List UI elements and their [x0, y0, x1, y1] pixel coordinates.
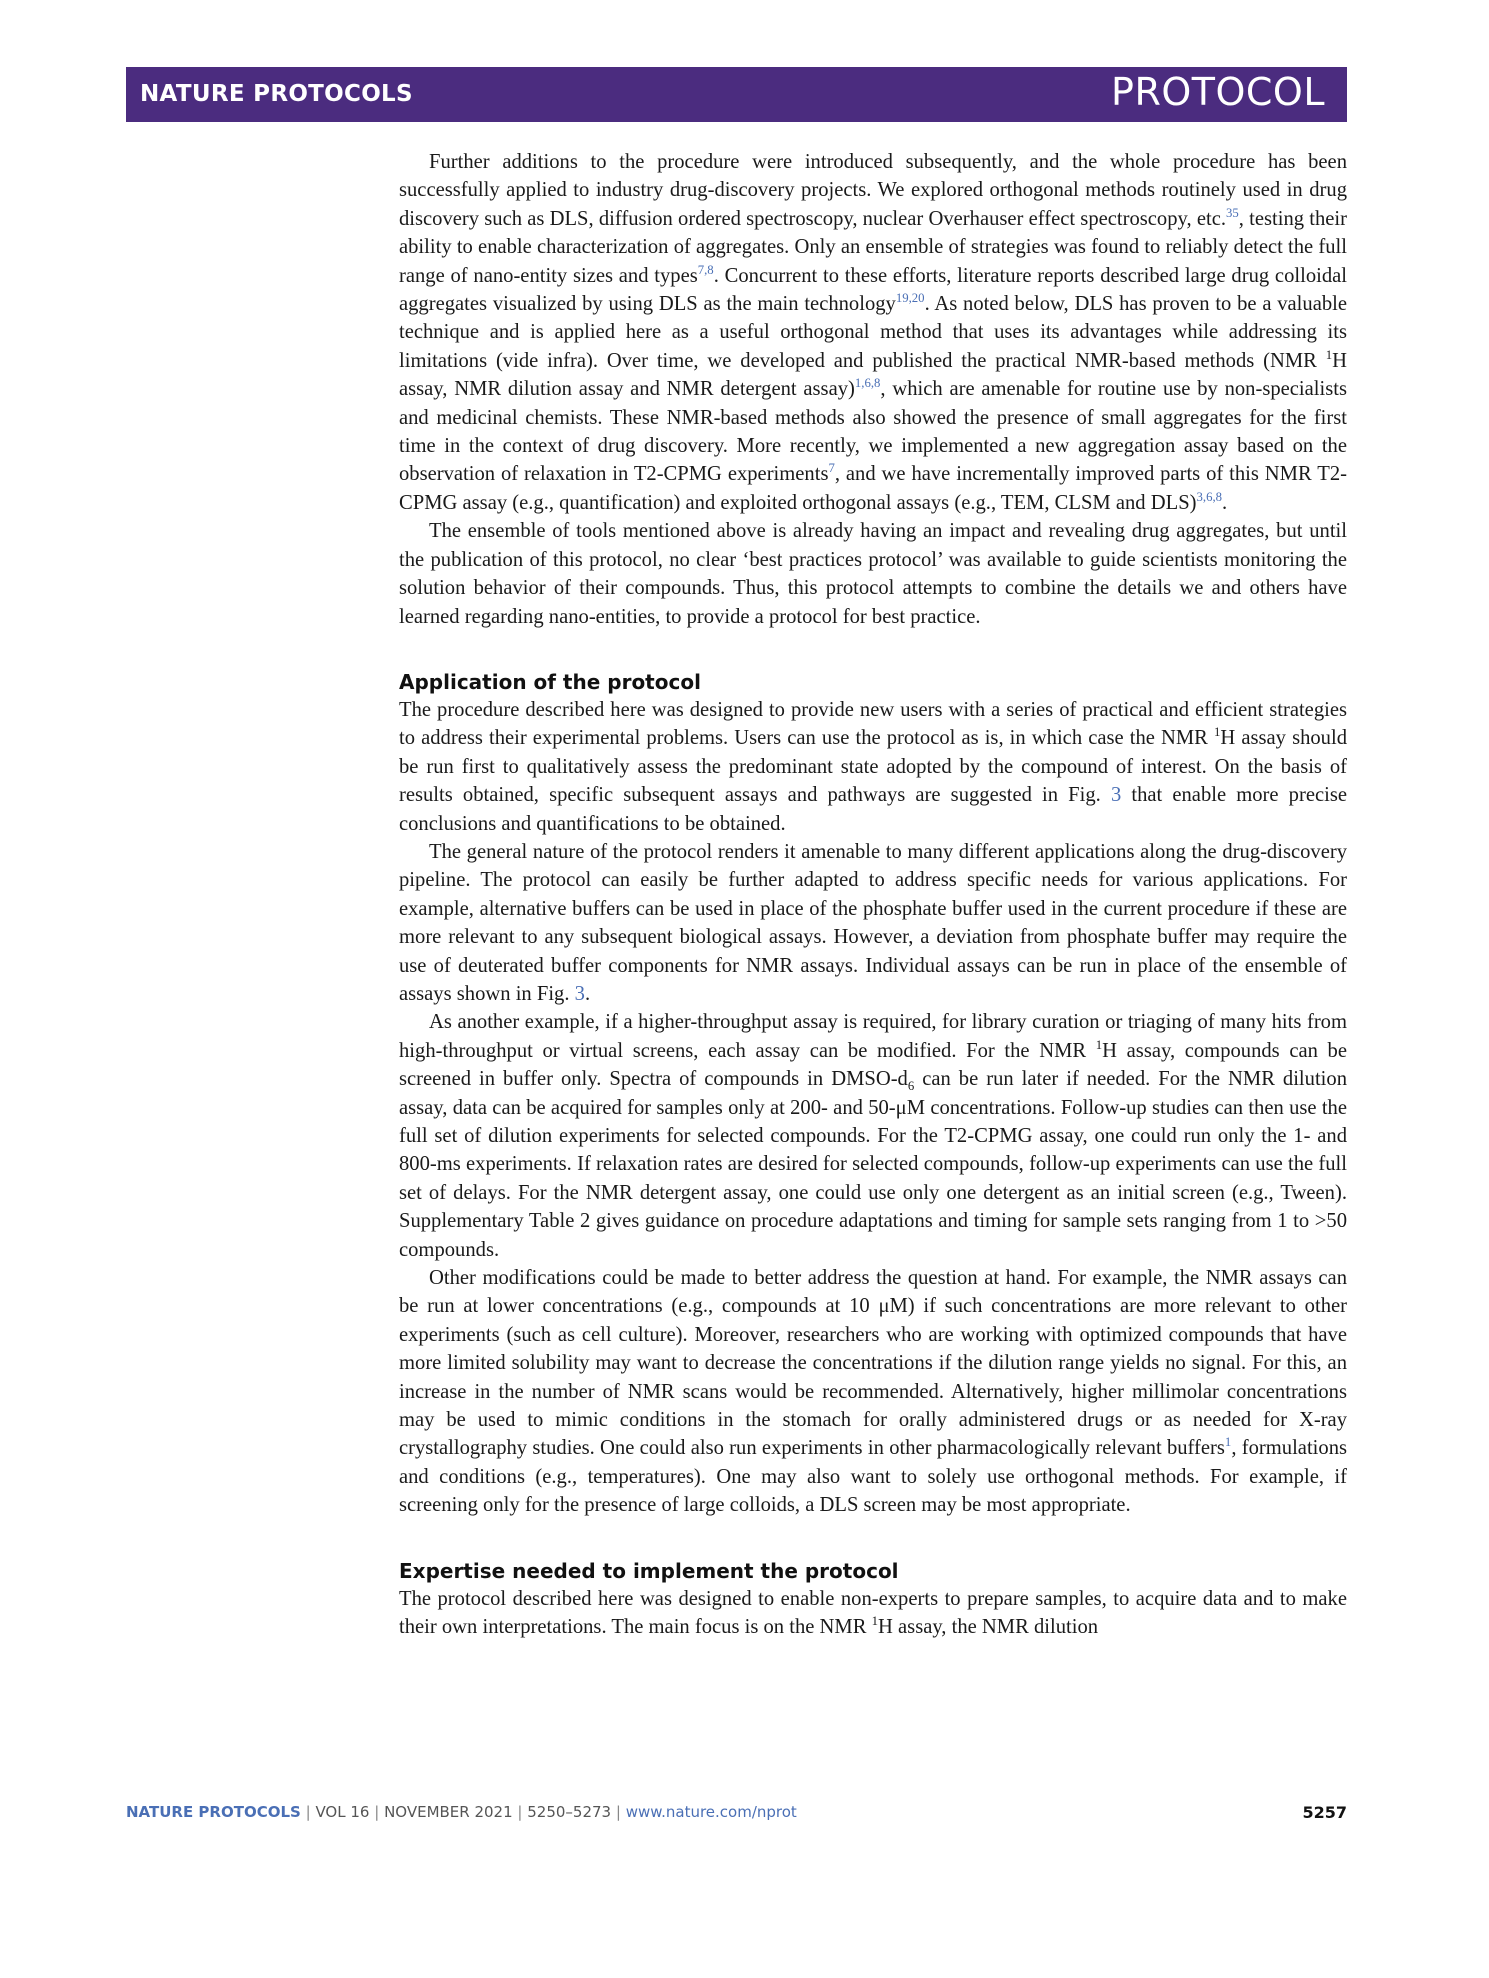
- paragraph-general-nature: The general nature of the protocol renders it amenable to many different applications along the drug-discovery pipeline. The protocol can easily be further adapted to address specific needs for various applications. For example, alternative buffers can be used in place of the phosphate buffer used in the current procedure if these are more relevant to any subsequent biological assays. However, a deviation from phosphate buffer may require the use of deuterated buffer components for NMR assays. Individual assays can be run in place of the ensemble of assays shown in Fig. 3.: [399, 840, 1347, 1005]
- paragraph-ensemble-of-tools: The ensemble of tools mentioned above is already having an impact and revealing drug aggregates, but until the publication of this protocol, no clear ‘best practices protocol’ was available to guide scientists monitoring the solution behavior of their compounds. Thus, this protocol attempts to combine the details we and others have learned regarding nano-entities, to provide a protocol for best practice.: [399, 520, 1347, 628]
- paragraph-further-additions: Further additions to the procedure were introduced subsequently, and the whole procedure has been successfully applied to industry drug-discovery projects. We explored orthogonal methods routinely used in drug discovery such as DLS, diffusion ordered spectroscopy, nuclear Overhauser effect spectroscopy, etc.$^{35}$, testing their ability to enable characterization of aggregates. Only an ensemble of strategies was found to reliably detect the full range of nano-entity sizes and types$^{7,8}$. Concurrent to these efforts, literature reports described large drug colloidal aggregates visualized by using DLS as the main technology$^{19,20}$. As noted below, DLS has proven to be a valuable technique and is applied here as a useful orthogonal method that uses its advantages while addressing its limitations (vide infra). Over time, we developed and published the practical NMR-based methods (NMR $^1$H assay, NMR dilution assay and NMR detergent assay)$^{1,6,8}$, which are amenable for routine use by non-specialists and medicinal chemists. These NMR-based methods also showed the presence of small aggregates for the first time in the context of drug discovery. More recently, we implemented a new aggregation assay based on the observation of relaxation in T2-CPMG experiments$^7$, and we have incrementally improved parts of this NMR T2-CPMG assay (e.g., quantification) and exploited orthogonal assays (e.g., TEM, CLSM and DLS)$^{3,6,8}$.: [399, 151, 1347, 514]
- figure-link[interactable]: 3: [574, 982, 585, 1005]
- journal-banner: [126, 67, 1347, 122]
- paragraph-procedure-described: The procedure described here was designed to provide new users with a series of practical and efficient strategies to address their experimental problems. Users can use the protocol as is, in which case the NMR $^1$H assay should be run first to qualitatively assess the predominant state adopted by the compound of interest. On the basis of results obtained, specific subsequent assays and pathways are suggested in Fig. 3 that enable more precise conclusions and quantifications to be obtained.: [399, 698, 1347, 835]
- paragraph-expertise: The protocol described here was designed to enable non-experts to prepare samples, to acquire data and to make their own interpretations. The main focus is on the NMR $^1$H assay, the NMR dilution: [399, 1587, 1347, 1639]
- paragraph-higher-throughput: As another example, if a higher-throughput assay is required, for library curation or triaging of many hits from high-throughput or virtual screens, each assay can be modified. For the NMR $^1$H assay, compounds can be screened in buffer only. Spectra of compounds in DMSO-$d_6$ can be run later if needed. For the NMR dilution assay, data can be acquired for samples only at 200- and 50-μM concentrations. Follow-up studies can then use the full set of dilution experiments for selected compounds. For the T2-CPMG assay, one could run only the 1- and 800-ms experiments. If relaxation rates are desired for selected compounds, follow-up experiments can use the full set of delays. For the NMR detergent assay, one could use only one detergent as an initial screen (e.g., Tween). Supplementary Table 2 gives guidance on procedure adaptations and timing for sample sets ranging from 1 to >50 compounds.: [399, 1011, 1347, 1261]
- citation-link[interactable]: 1: [1224, 1435, 1232, 1450]
- footer-journal: NATURE PROTOCOLS: [126, 1803, 301, 1821]
- citation-link[interactable]: 7: [828, 461, 835, 476]
- figure-link[interactable]: 3: [1110, 784, 1122, 807]
- journal-name: NATURE PROTOCOLS: [140, 81, 413, 107]
- article-type: PROTOCOL: [1111, 70, 1325, 114]
- citation-link[interactable]: 35: [1226, 205, 1239, 220]
- footer-volume: VOL 16: [315, 1803, 370, 1821]
- page-number: 5257: [1302, 1803, 1347, 1822]
- citation-link[interactable]: 3,6,8: [1196, 490, 1223, 505]
- citation-link[interactable]: 7,8: [697, 262, 714, 277]
- footer-date: NOVEMBER 2021: [384, 1803, 513, 1821]
- paragraph-other-modifications: Other modifications could be made to better address the question at hand. For example, the NMR assays can be run at lower concentrations (e.g., compounds at 10 μM) if such concentrations are more relevant to other experiments (such as cell culture). Moreover, researchers who are working with optimized compounds that have more limited solubility may want to decrease the concentrations if the dilution range yields no signal. For this, an increase in the number of NMR scans would be recommended. Alternatively, higher millimolar concentrations may be used to mimic conditions in the stomach for orally administered drugs or as needed for X-ray crystallography studies. One could also run experiments in other pharmacologically relevant buffers$^1$, formulations and conditions (e.g., temperatures). One may also want to solely use orthogonal methods. For example, if screening only for the presence of large colloids, a DLS screen may be most appropriate.: [399, 1267, 1348, 1517]
- section-heading-expertise: Expertise needed to implement the protocol: [399, 1558, 899, 1583]
- citation-link[interactable]: 19,20: [895, 291, 925, 306]
- section-heading-application: Application of the protocol: [399, 669, 701, 694]
- page-footer: NATURE PROTOCOLS | VOL 16 | NOVEMBER 2021 | 5250–5273 | www.nature.com/nprot 5257: [126, 1803, 1347, 1822]
- citation-link[interactable]: 1,6,8: [854, 376, 881, 391]
- footer-pages: 5250–5273: [527, 1803, 612, 1821]
- footer-url-link[interactable]: www.nature.com/nprot: [625, 1803, 797, 1821]
- article-body: [399, 148, 1347, 1642]
